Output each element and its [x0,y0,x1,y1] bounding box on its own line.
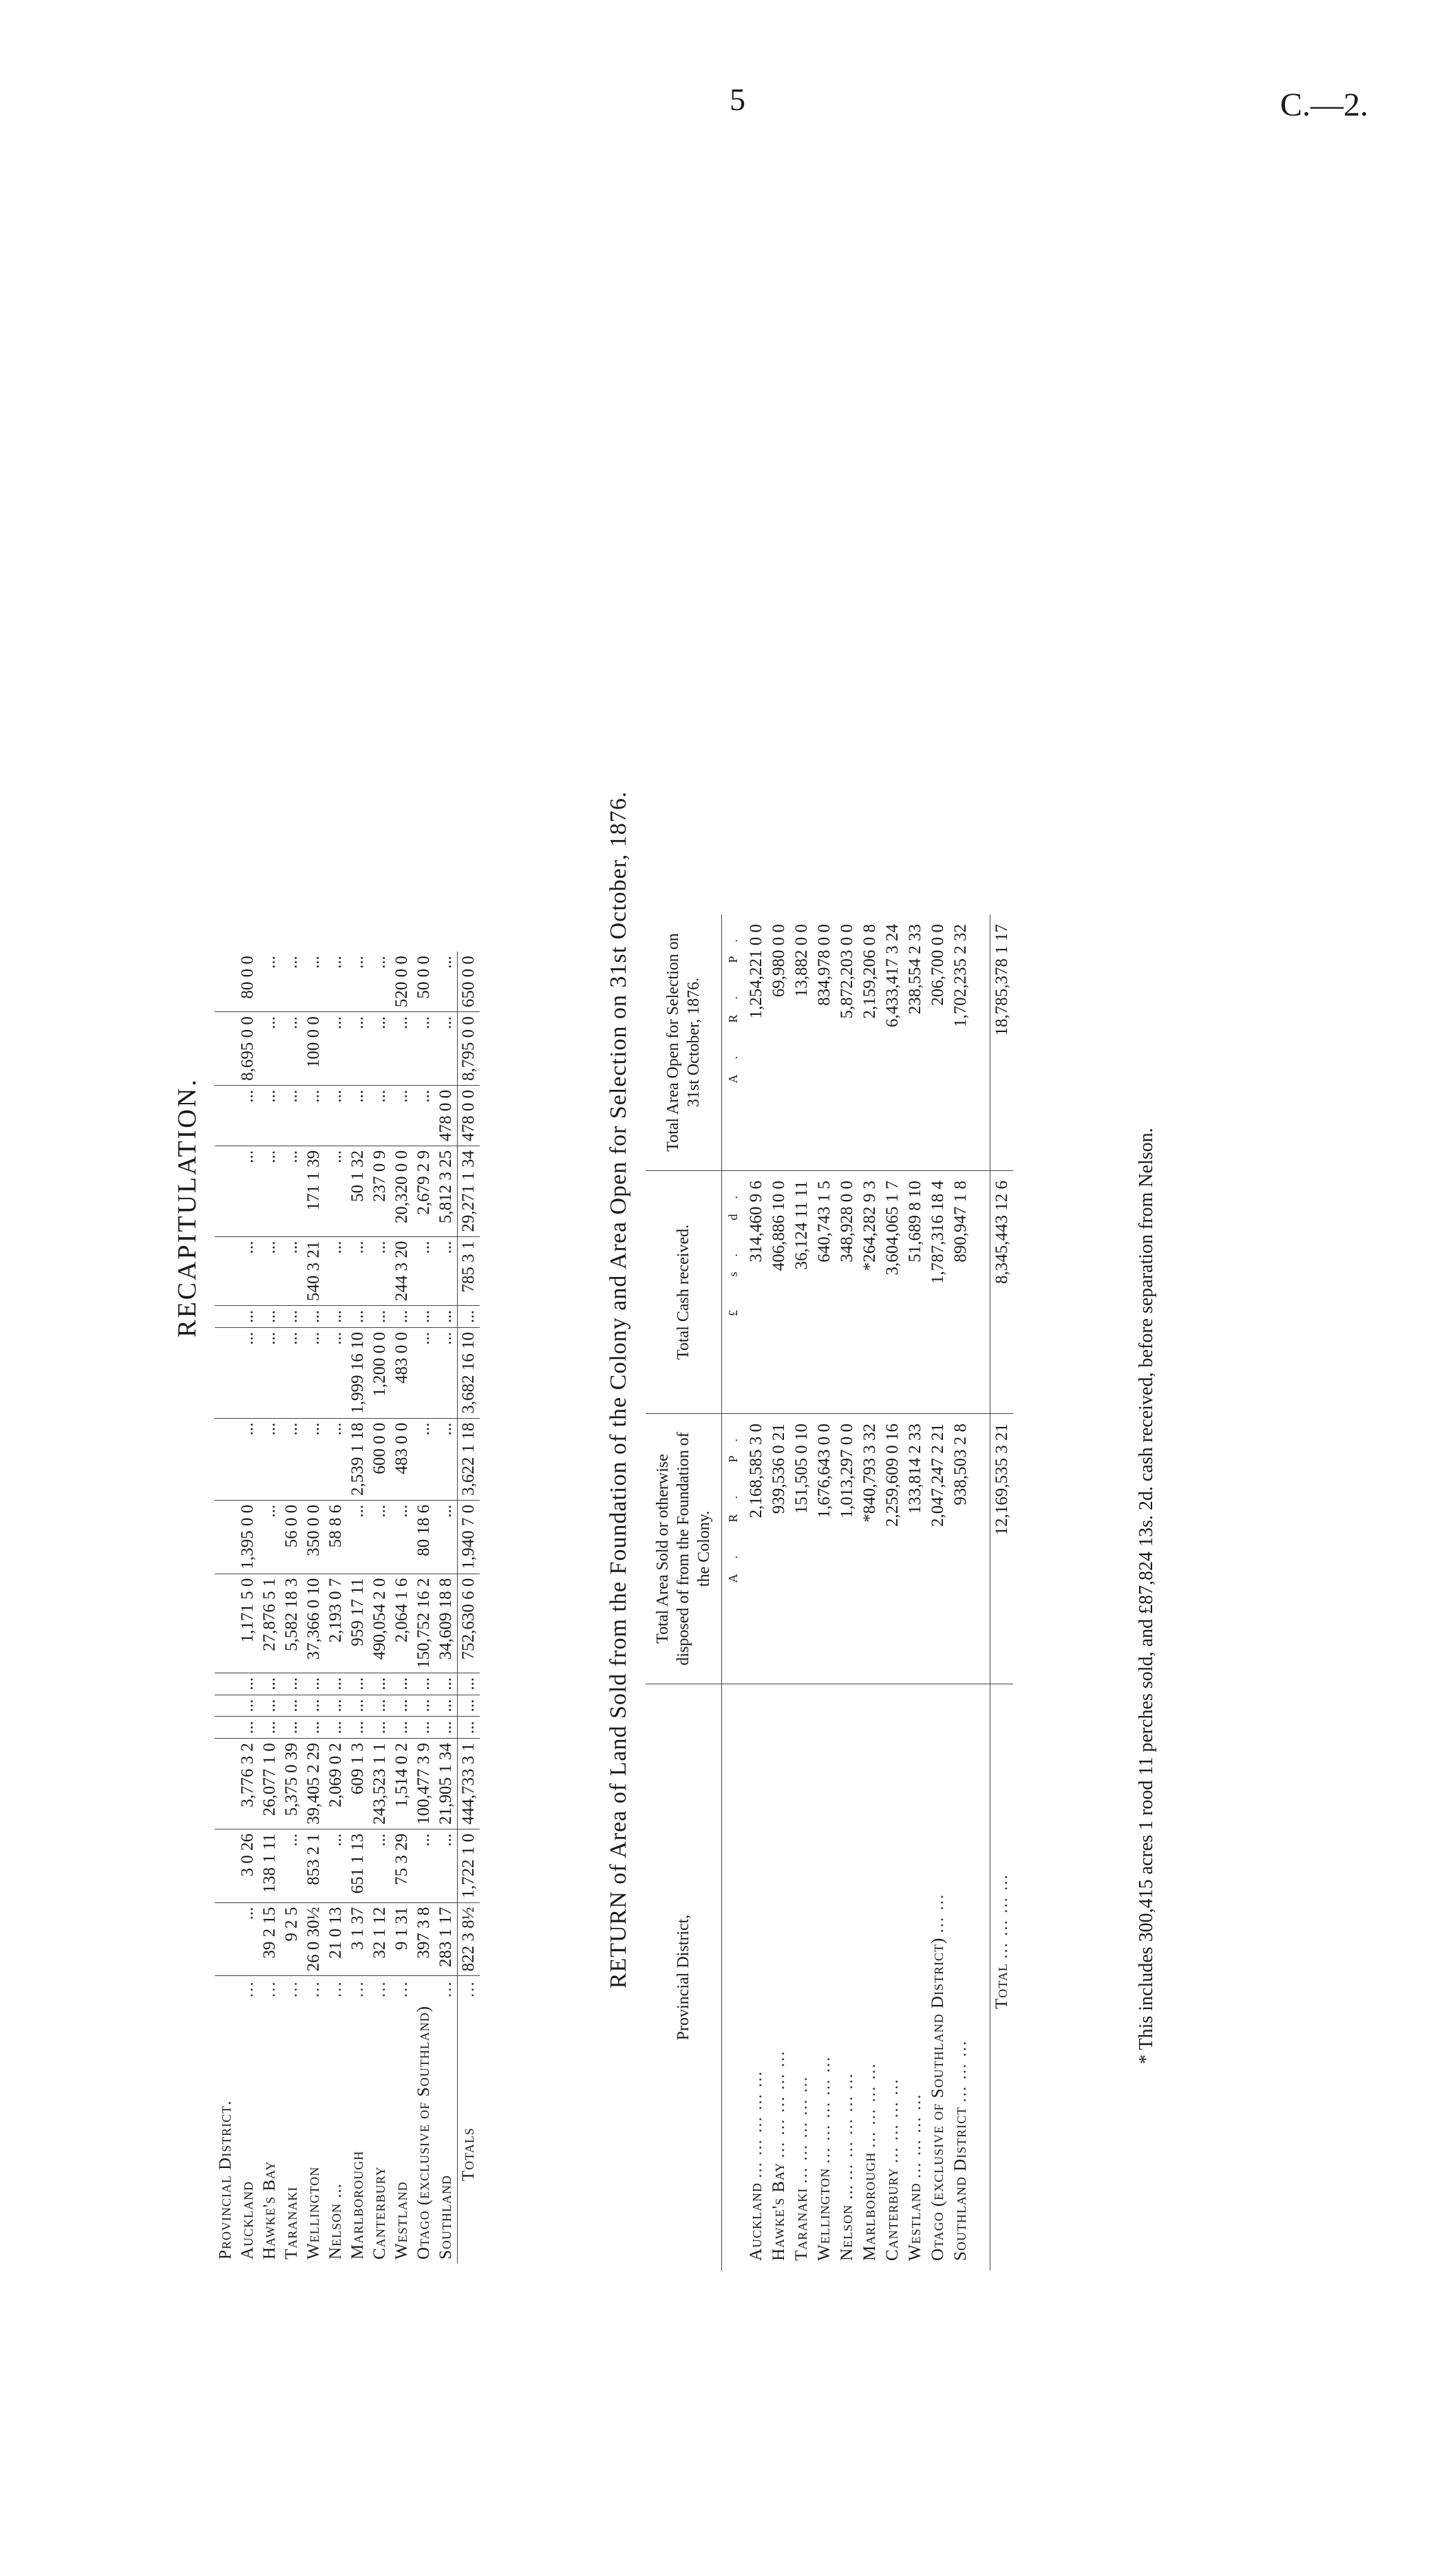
return-open: 206,700 0 0 [926,914,949,1171]
recap-total-c15: 8,795 0 0 [458,1012,480,1086]
unit-open: A. R. P. [722,914,745,1171]
recap-cell-c10: 1,999 16 10 [347,1327,369,1418]
recap-cell-c9: ... [259,1418,281,1500]
recap-cell-c3: 5,375 0 39 [281,1739,303,1829]
return-district: Wellington [815,2167,833,2261]
leader-dots: ... [348,1980,367,1998]
recap-district: Taranaki [282,2186,301,2260]
recap-cell-c14: ... [391,1085,413,1146]
recap-cell-c6: ... [435,1673,458,1695]
recap-cell-c9: ... [435,1418,458,1500]
recap-totals-label: Totals [458,2001,480,2264]
recap-cell-c15: ... [369,1012,391,1086]
return-total-cash: 8,345,443 12 6 [990,1171,1014,1414]
return-area: 939,536 0 21 [767,1414,790,1684]
return-area: 1,676,643 0 0 [813,1414,836,1684]
recap-cell-c16: ... [435,952,458,1012]
return-header-row [646,914,722,2271]
recap-district: Otago (exclusive of Southland) [414,2006,433,2260]
recap-cell-c12: ... [325,1236,347,1306]
recap-cell-c12: ... [237,1236,259,1306]
recap-cell-c15: ... [281,1012,303,1086]
header-cash: Total Cash received. [646,1171,722,1414]
recap-cell-c12: ... [259,1236,281,1306]
return-row [949,914,972,2271]
recap-cell-c14: ... [347,1085,369,1146]
recap-cell-c8: 1,395 0 0 [237,1500,259,1574]
recap-cell-c8: 350 0 0 [303,1500,325,1574]
recap-cell-c3: 243,523 1 1 [369,1739,391,1829]
recap-cell-c2: 75 3 29 [391,1829,413,1902]
return-area: 938,503 2 8 [949,1414,972,1684]
recap-cell-c6: ... [325,1673,347,1695]
recap-cell-c6: ... [347,1673,369,1695]
recap-cell-c14: ... [303,1085,325,1146]
recap-cell-c8: ... [259,1500,281,1574]
return-open: 5,872,203 0 0 [836,914,858,1171]
recap-cell-c11: ... [413,1306,435,1328]
recap-cell-c14: ... [237,1085,259,1146]
recap-cell-c4: ... [237,1717,259,1739]
recap-cell-c1: 397 3 8 [413,1902,435,1976]
recap-total-c4: ... [458,1717,480,1739]
return-district: Nelson ... [838,2184,856,2261]
recap-cell-c4: ... [435,1717,458,1739]
recap-cell-c13: 50 1 32 [347,1146,369,1236]
leader-dots: ... ... [928,1893,947,1933]
return-total-label: Total [992,1963,1011,2009]
leader-dots: ... ... ... ... [906,2093,924,2179]
unit-cash: £ s. d. [722,1171,745,1414]
recap-cell-c5: ... [391,1695,413,1717]
recap-cell-c6: ... [259,1673,281,1695]
recap-cell-c10: ... [281,1327,303,1418]
recap-cell-c5: ... [347,1695,369,1717]
recap-cell-c16: ... [369,952,391,1012]
recap-cell-c9: ... [325,1418,347,1500]
recap-district: Westland [392,2181,411,2260]
recap-cell-c15: ... [391,1012,413,1086]
recap-district: Wellington [304,2166,323,2260]
recap-cell-c3: 1,514 0 2 [391,1739,413,1829]
recap-cell-c10: ... [413,1327,435,1418]
recap-cell-c2: ... [369,1829,391,1902]
recap-cell-c15: ... [435,1012,458,1086]
recap-cell-c8: 56 0 0 [281,1500,303,1574]
recap-cell-c11: ... [435,1306,458,1328]
recap-cell-c3: 609 1 3 [347,1739,369,1829]
return-open: 13,882 0 0 [790,914,813,1171]
return-area: 2,259,609 0 16 [881,1414,904,1684]
leader-dots: ... [304,1980,323,1998]
recap-cell-c8: 58 8 6 [325,1500,347,1574]
recap-cell-c1: ... [237,1902,259,1976]
recap-cell-c1: 283 1 17 [435,1902,458,1976]
recap-total-c3: 444,733 3 1 [458,1739,480,1829]
recap-cell-c6: ... [369,1673,391,1695]
recapitulation-title: RECAPITULATION. [173,1077,202,1338]
recap-cell-c2: ... [435,1829,458,1902]
recap-cell-c13: 237 0 9 [369,1146,391,1236]
return-cash: *264,282 9 3 [858,1171,881,1414]
leader-dots: ... ... ... [951,2039,970,2103]
return-area: 151,505 0 10 [790,1414,813,1684]
leader-dots: ... ... ... ... ... [792,2075,811,2184]
recap-cell-c16: ... [281,952,303,1012]
recap-cell-c13: ... [237,1146,259,1236]
recap-cell-c5: ... [259,1695,281,1717]
recap-cell-c5: ... [303,1695,325,1717]
recap-row [369,952,391,2264]
leader-dots: ... [282,1980,301,1998]
leader-dots: ... [392,1980,411,1998]
recap-cell-c16: 520 0 0 [391,952,413,1012]
return-area: 2,168,585 3 0 [745,1414,767,1684]
recap-cell-c9: 2,539 1 18 [347,1418,369,1500]
recap-cell-c7: 150,752 16 2 [413,1574,435,1673]
return-row [836,914,858,2271]
recap-cell-c11: ... [369,1306,391,1328]
return-district: Taranaki [792,2187,811,2261]
recap-row [391,952,413,2264]
recap-cell-c1: 21 0 13 [325,1902,347,1976]
recap-cell-c4: ... [281,1717,303,1739]
recap-cell-c13: ... [325,1146,347,1236]
return-open: 1,702,235 2 32 [949,914,972,1171]
recap-cell-c15: ... [325,1012,347,1086]
recap-cell-c14: 478 0 0 [435,1085,458,1146]
recap-row [347,952,369,2264]
return-area: 133,814 2 33 [904,1414,926,1684]
return-row [904,914,926,2271]
recap-cell-c2: 3 0 26 [237,1829,259,1902]
recap-cell-c12: 244 3 20 [391,1236,413,1306]
leader-dots: ... ... ... ... [860,2062,879,2148]
recapitulation-panel [172,151,530,2264]
recap-row [325,952,347,2264]
leader-dots: ... ... ... ... [992,1874,1011,1959]
return-total-open: 18,785,378 1 17 [990,914,1014,1171]
recap-cell-c1: 39 2 15 [259,1902,281,1976]
return-cash: 406,886 10 0 [767,1171,790,1414]
recap-total-c10: 3,682 16 10 [458,1327,480,1418]
recap-cell-c6: ... [303,1673,325,1695]
return-district: Marlborough [860,2151,879,2261]
recap-cell-c16: 50 0 0 [413,952,435,1012]
leader-dots: ... [238,1980,257,1998]
recap-total-c11: ... [458,1306,480,1328]
recap-row [281,952,303,2264]
recap-cell-c11: ... [325,1306,347,1328]
recap-cell-c7: 2,193 0 7 [325,1574,347,1673]
recap-total-c7: 752,630 6 0 [458,1574,480,1673]
recap-cell-c4: ... [391,1717,413,1739]
unit-area: A. R. P. [722,1414,745,1684]
recap-cell-c8: ... [435,1500,458,1574]
recap-cell-c3: 21,905 1 34 [435,1739,458,1829]
return-row [790,914,813,2271]
recap-district: Marlborough [348,2150,367,2260]
document-reference: C.—2. [1280,87,1369,123]
recap-cell-c3: 2,069 0 2 [325,1739,347,1829]
recap-cell-c1: 32 1 12 [369,1902,391,1976]
leader-dots: ... [370,1980,389,1998]
leader-dots: ... [436,1980,455,1998]
recap-cell-c6: ... [413,1673,435,1695]
leader-dots: ... ... ... ... ... [769,2050,788,2158]
recap-cell-c6: ... [391,1673,413,1695]
recap-cell-c8: 80 18 6 [413,1500,435,1574]
recap-cell-c4: ... [259,1717,281,1739]
recapitulation-body [215,952,480,2264]
recap-cell-c2: ... [281,1829,303,1902]
return-open: 834,978 0 0 [813,914,836,1171]
recap-cell-c7: 27,876 5 1 [259,1574,281,1673]
return-district: Otago (exclusive of Southland District) [928,1937,947,2261]
recap-cell-c6: ... [281,1673,303,1695]
recap-cell-c9: 483 0 0 [391,1418,413,1500]
recap-cell-c11: ... [259,1306,281,1328]
return-row [813,914,836,2271]
recap-row [237,952,259,2264]
recap-cell-c4: ... [369,1717,391,1739]
recap-cell-c11: ... [347,1306,369,1328]
return-open: 2,159,206 0 8 [858,914,881,1171]
recap-total-c1: 822 3 8½ [458,1902,480,1976]
recap-cell-c10: ... [237,1327,259,1418]
return-body [722,914,1014,2271]
recap-header-row [215,952,237,2264]
recap-cell-c9: ... [303,1418,325,1500]
recap-row [303,952,325,2264]
return-area: 1,013,297 0 0 [836,1414,858,1684]
recap-cell-c8: ... [391,1500,413,1574]
recap-cell-c5: ... [237,1695,259,1717]
recap-cell-c3: 39,405 2 29 [303,1739,325,1829]
recap-cell-c15: ... [347,1012,369,1086]
recap-cell-c16: ... [347,952,369,1012]
recap-cell-c10: 483 0 0 [391,1327,413,1418]
recap-cell-c9: ... [413,1418,435,1500]
return-open: 1,254,221 0 0 [745,914,767,1171]
recap-cell-c7: 34,609 18 8 [435,1574,458,1673]
recap-cell-c2: ... [413,1829,435,1902]
header-area-sold: Total Area Sold or otherwise disposed of from the Foundation of the Colony. [646,1414,722,1684]
recap-cell-c2: 651 1 13 [347,1829,369,1902]
recap-district: Southland [436,2175,455,2260]
return-cash: 890,947 1 8 [949,1171,972,1414]
recap-cell-c7: 2,064 1 6 [391,1574,413,1673]
recap-cell-c8: ... [369,1500,391,1574]
recap-cell-c7: 490,054 2 0 [369,1574,391,1673]
return-cash: 640,743 1 5 [813,1171,836,1414]
recap-cell-c14: ... [259,1085,281,1146]
return-district: Auckland [747,2182,765,2261]
return-panel [606,482,1156,2298]
recap-total-c12: 785 3 1 [458,1236,480,1306]
return-total-row [990,914,1014,2271]
recap-total-c14: 478 0 0 [458,1085,480,1146]
leader-dots: ... [260,1980,279,1998]
recap-cell-c14: ... [281,1085,303,1146]
recap-cell-c10: ... [435,1327,458,1418]
recap-cell-c4: ... [303,1717,325,1739]
return-table [646,914,1013,2271]
recap-cell-c11: ... [281,1306,303,1328]
recap-total-c6: ... [458,1673,480,1695]
recap-total-c9: 3,622 1 18 [458,1418,480,1500]
recap-cell-c2: ... [325,1829,347,1902]
recap-cell-c15: ... [259,1012,281,1086]
recap-cell-c4: ... [325,1717,347,1739]
units-row [722,914,745,2271]
recap-cell-c5: ... [281,1695,303,1717]
recap-cell-c4: ... [413,1717,435,1739]
recap-cell-c3: 26,077 1 0 [259,1739,281,1829]
recap-cell-c10: 1,200 0 0 [369,1327,391,1418]
footnote: * This includes 300,415 acres 1 rood 11 perches sold, and £87,824 13s. 2d. cash received, before separation from Nelson. [1136,1128,1157,2064]
recap-cell-c12: ... [413,1236,435,1306]
return-row [881,914,904,2271]
recap-cell-c7: 959 17 11 [347,1574,369,1673]
recap-cell-c15: 8,695 0 0 [237,1012,259,1086]
recapitulation-table [215,952,480,2264]
recap-cell-c7: 5,582 18 3 [281,1574,303,1673]
recap-cell-c16: 80 0 0 [237,952,259,1012]
leader-dots: ... ... ... ... ... [815,2055,833,2164]
recap-cell-c5: ... [435,1695,458,1717]
return-cash: 51,689 8 10 [904,1171,926,1414]
recap-cell-c7: 37,366 0 10 [303,1574,325,1673]
return-cash: 36,124 11 11 [790,1171,813,1414]
recap-row [435,952,458,2264]
recap-total-c2: 1,722 1 0 [458,1829,480,1902]
recap-district-header: Provincial District. [216,2100,235,2260]
leader-dots: ... ... ... ... ... [838,2072,856,2180]
recap-cell-c1: 9 1 31 [391,1902,413,1976]
recap-cell-c13: 171 1 39 [303,1146,325,1236]
recap-cell-c10: ... [303,1327,325,1418]
recap-cell-c13: 20,320 0 0 [391,1146,413,1236]
return-district: Southland District [951,2106,970,2261]
recap-total-c5: ... [458,1695,480,1717]
leader-dots: ... ... ... ... [883,2078,902,2164]
return-total-area: 12,169,535 3 21 [990,1414,1014,1684]
leader-dots: ... [326,1980,345,1998]
return-cash: 314,460 9 6 [745,1171,767,1414]
recap-cell-c4: ... [347,1717,369,1739]
recap-total-c8: 1,940 7 0 [458,1500,480,1574]
recap-cell-c14: ... [369,1085,391,1146]
recap-cell-c6: ... [237,1673,259,1695]
recap-cell-c12: 540 3 21 [303,1236,325,1306]
recap-district: Auckland [238,2180,257,2260]
recap-cell-c1: 26 0 30½ [303,1902,325,1976]
recap-cell-c8: ... [347,1500,369,1574]
recap-cell-c1: 9 2 5 [281,1902,303,1976]
return-cash: 1,787,316 18 4 [926,1171,949,1414]
recap-cell-c9: 600 0 0 [369,1418,391,1500]
recap-cell-c7: 1,171 5 0 [237,1574,259,1673]
recap-cell-c12: ... [435,1236,458,1306]
recap-row [413,952,435,2264]
return-district: Hawke's Bay [769,2162,788,2261]
recap-cell-c16: ... [325,952,347,1012]
recap-cell-c13: 5,812 3 25 [435,1146,458,1236]
recap-cell-c10: ... [325,1327,347,1418]
leader-dots [413,1976,435,2001]
return-row [745,914,767,2271]
recap-cell-c16: ... [259,952,281,1012]
recap-district: Canterbury [370,2166,389,2260]
recap-totals-row [458,952,480,2264]
recap-cell-c12: ... [369,1236,391,1306]
leader-dots: ... [458,1976,480,2001]
return-district: Westland [906,2182,924,2261]
recap-cell-c15: ... [413,1012,435,1086]
recap-cell-c16: ... [303,952,325,1012]
recap-district: Hawke's Bay [260,2160,279,2260]
recap-cell-c14: ... [325,1085,347,1146]
recap-cell-c11: ... [237,1306,259,1328]
recap-row [259,952,281,2264]
return-area: 2,047,247 2 21 [926,1414,949,1684]
recap-cell-c3: 3,776 3 2 [237,1739,259,1829]
recap-cell-c2: 138 1 11 [259,1829,281,1902]
recap-cell-c14: ... [413,1085,435,1146]
return-open: 6,433,417 3 24 [881,914,904,1171]
recap-cell-c9: ... [237,1418,259,1500]
recap-cell-c3: 100,477 3 9 [413,1739,435,1829]
return-open: 238,554 2 33 [904,914,926,1171]
return-cash: 348,928 0 0 [836,1171,858,1414]
recap-total-c13: 29,271 1 34 [458,1146,480,1236]
recap-cell-c11: ... [303,1306,325,1328]
recap-cell-c5: ... [325,1695,347,1717]
recap-district: Nelson ... [326,2182,345,2260]
recap-total-c16: 650 0 0 [458,952,480,1012]
return-row [858,914,881,2271]
recap-cell-c13: ... [259,1146,281,1236]
recap-cell-c5: ... [413,1695,435,1717]
recap-cell-c13: 2,679 2 9 [413,1146,435,1236]
return-area: *840,793 3 32 [858,1414,881,1684]
recap-cell-c1: 3 1 37 [347,1902,369,1976]
return-row [767,914,790,2271]
return-row [926,914,949,2271]
header-district: Provincial District, [646,1684,722,2271]
recap-cell-c12: ... [281,1236,303,1306]
recap-cell-c12: ... [347,1236,369,1306]
leader-dots: ... ... ... ... ... [747,2070,765,2178]
header-open: Total Area Open for Selection on 31st October, 1876. [646,914,722,1171]
recap-cell-c13: ... [281,1146,303,1236]
recap-cell-c11: ... [391,1306,413,1328]
recap-cell-c10: ... [259,1327,281,1418]
page-number: 5 [730,82,745,117]
return-cash: 3,604,065 1 7 [881,1171,904,1414]
recap-cell-c5: ... [369,1695,391,1717]
recap-cell-c2: 853 2 1 [303,1829,325,1902]
return-open: 69,980 0 0 [767,914,790,1171]
recap-cell-c15: 100 0 0 [303,1012,325,1086]
recap-cell-c9: ... [281,1418,303,1500]
return-title: RETURN of Area of Land Sold from the Foundation of the Colony and Area Open for Selection on 31st October, 1876. [606,791,631,1989]
return-district: Canterbury [883,2167,902,2261]
